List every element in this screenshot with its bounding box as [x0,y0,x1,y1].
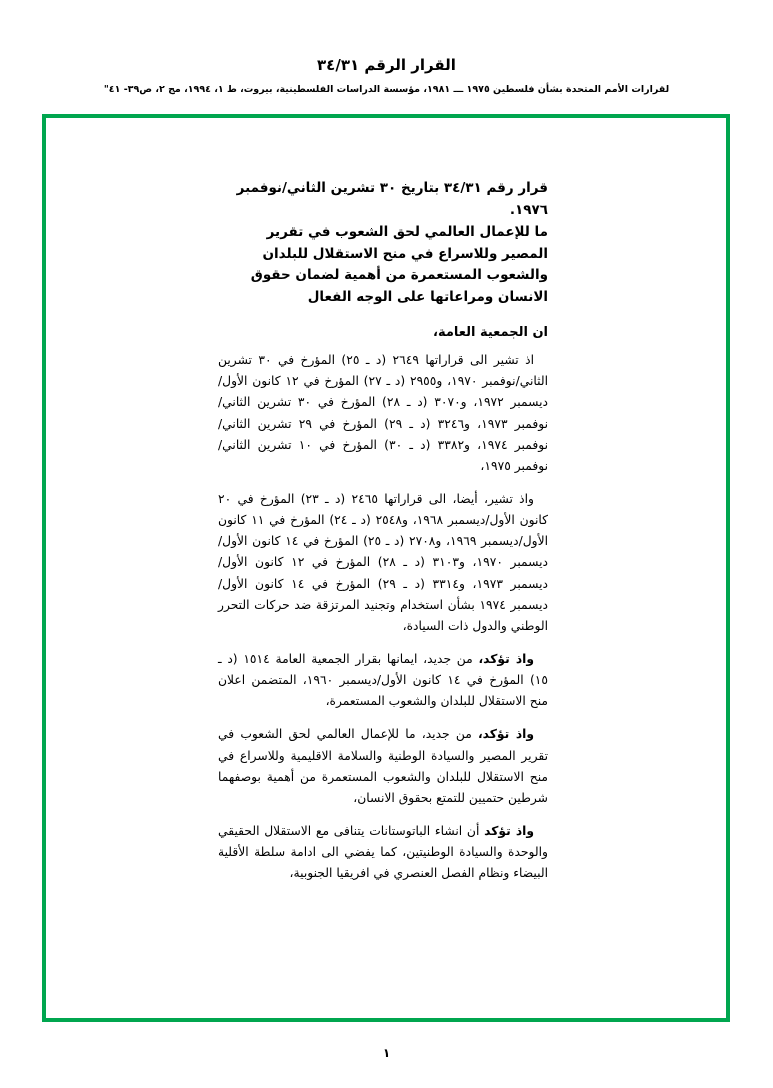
page-number: ١ [382,1046,391,1060]
paragraph-2-text: واذ تشير، أيضا، الى قراراتها ٢٤٦٥ (د ـ ٢٣) المؤرخ في ٢٠ كانون الأول/ديسمبر ١٩٦٨، و٢٥٤٨ (د ـ ٢٤) المؤرخ في ١١ كانون الأول/ديسمبر ١٩٦٩، و٢٧٠٨ (د ـ ٢٥) المؤرخ في ١٤ كانون الأول/ديسمبر ١٩٧٠، و٣١٠٣ (د ـ ٢٨) المؤرخ في ١٢ كانون الأول/ديسمبر ١٩٧٣، و٣٣١٤ (د ـ ٢٩) المؤرخ في ١٤ كانون الأول/ديسمبر ١٩٧٤ بشأن استخدام وتجنيد المرتزقة ضد حركات التحرر الوطني والدول ذات السيادة، [218,492,549,633]
paragraph-3-lead: واذ تؤكد، [478,651,534,666]
heading-line-2: ما للإعمال العالمي لحق الشعوب في تقرير [266,223,548,240]
heading-line-1: قرار رقم ٣٤/٣١ بتاريخ ٣٠ تشرين الثاني/نوفمبر ١٩٧٦. [236,180,548,218]
paragraph-3-text: من جديد، ايمانها بقرار الجمعية العامة ١٥١٤ (د ـ ١٥) المؤرخ في ١٤ كانون الأول/ديسمبر ١٩٦٠، المتضمن اعلان منح الاستقلال للبلدان والشعوب المستعمرة، [218,651,548,709]
paragraph-1-text: اذ تشير الى قراراتها ٢٦٤٩ (د ـ ٢٥) المؤرخ في ٣٠ تشرين الثاني/نوفمبر ١٩٧٠، و٢٩٥٥ (د ـ ٢٧) المؤرخ في ١٢ كانون الأول/ ديسمبر ١٩٧٢، و٣٠٧٠ (د ـ ٢٨) المؤرخ في ٣٠ تشرين الثاني/ نوفمبر ١٩٧٣، و٣٢٤٦ (د ـ ٢٩) المؤرخ في ٢٩ تشرين الثاني/نوفمبر ١٩٧٤، و٣٣٨٢ (د ـ ٣٠) المؤرخ في ١٠ تشرين الثاني/نوفمبر ١٩٧٥، [218,353,549,473]
page-title: القرار الرقم ٣٤/٣١ [317,56,456,74]
paragraph-1 [218,350,548,477]
source-citation: لقرارات الأمم المتحدة بشأن فلسطين ١٩٧٥ ـــ ١٩٨١، مؤسسة الدراسات الفلسطينية، بيروت، ط ١، ١٩٩٤، مج ٢، ص٣٩- ٤١" [103,84,670,95]
paragraph-5-text: أن انشاء الباتوستانات يتنافى مع الاستقلال الحقيقي والوحدة والسيادة الوطنيتين، كما يفضي الى ادامة سلطة الأقلية البيضاء ونظام الفصل العنصري في افريقيا الجنوبية، [218,823,548,881]
resolution-body [218,178,548,896]
paragraph-4-text: من جديد، ما للإعمال العالمي لحق الشعوب في تقرير المصير والسيادة الوطنية والسلامة الاقليمية وللاسراع في منح الاستقلال للبلدان والشعوب المستعمرة من أهمية بوصفهما شرطين حتميين للتمتع بحقوق الانسان، [218,727,548,805]
heading-line-5: الانسان ومراعاتها على الوجه الفعال [307,289,548,306]
resolution-heading [218,178,548,309]
paragraph-4 [218,724,548,809]
heading-line-3: المصير وللاسراع في منح الاستقلال للبلدان [262,245,548,262]
heading-line-4: والشعوب المستعمرة من أهمية لضمان حقوق [250,267,548,284]
paragraph-4-lead: واذ تؤكد، [478,727,534,742]
paragraph-3 [218,649,548,712]
paragraph-5 [218,821,548,884]
document-header [0,0,773,96]
content-frame [42,114,730,1022]
assembly-line: ان الجمعية العامة، [433,325,548,341]
paragraph-2 [218,489,548,637]
paragraph-5-lead: واذ تؤكد [484,823,534,838]
